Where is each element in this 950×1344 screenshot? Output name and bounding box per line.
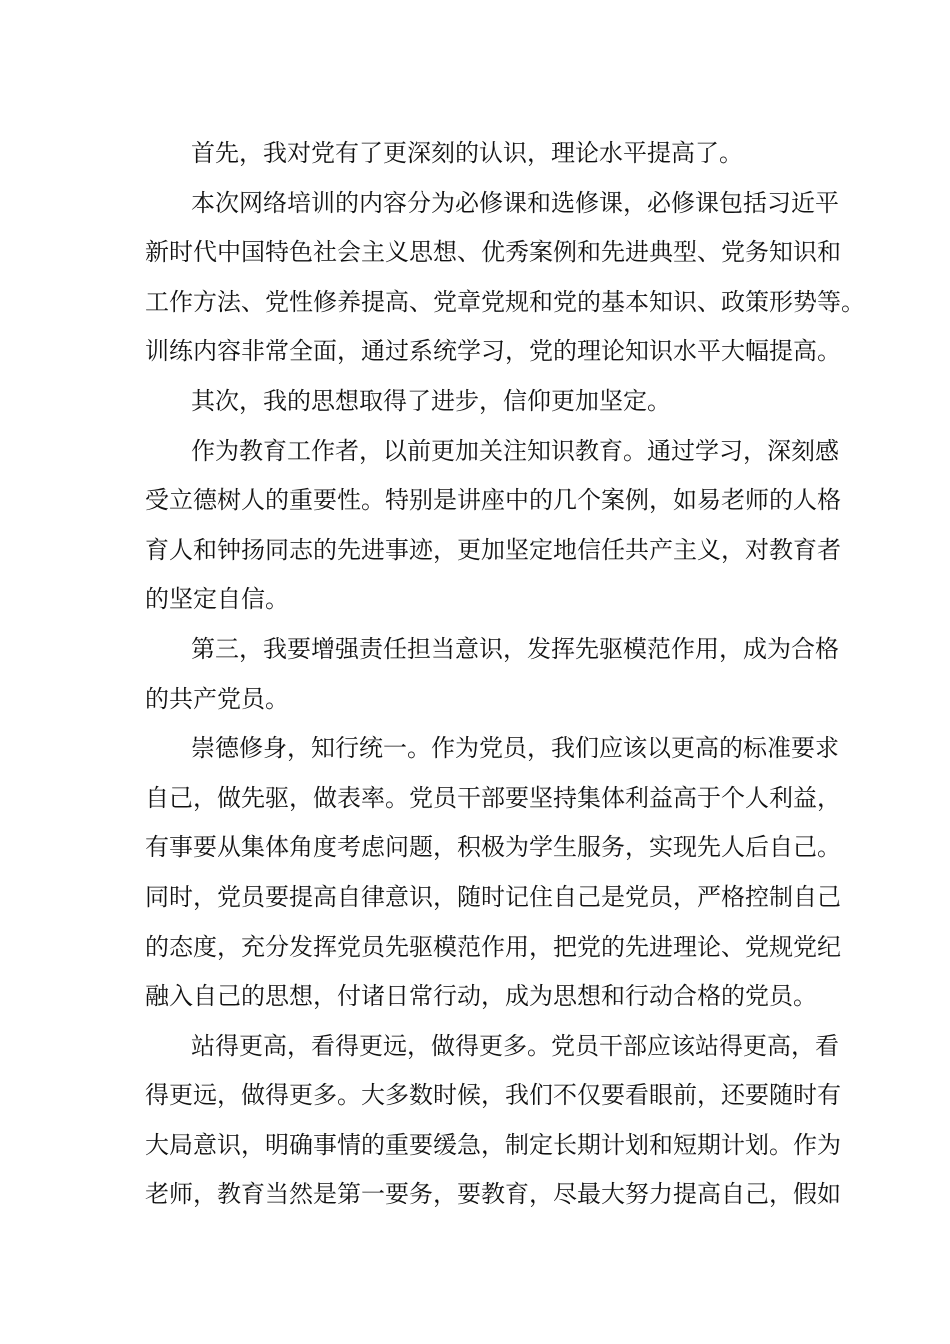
text-line: 本次网络培训的内容分为必修课和选修课，必修课包括习近平 [191, 188, 839, 217]
text-line: 训练内容非常全面，通过系统学习，党的理论知识水平大幅提高。 [145, 337, 841, 366]
text-line: 大局意识，明确事情的重要缓急，制定长期计划和短期计划。作为 [145, 1130, 841, 1159]
text-line: 的坚定自信。 [145, 585, 289, 614]
text-line: 崇德修身，知行统一。作为党员，我们应该以更高的标准要求 [191, 734, 839, 763]
text-line: 第三，我要增强责任担当意识，发挥先驱模范作用，成为合格 [191, 634, 839, 663]
text-line: 的态度，充分发挥党员先驱模范作用，把党的先进理论、党规党纪 [145, 932, 841, 961]
text-line: 老师，教育当然是第一要务，要教育，尽最大努力提高自己，假如 [145, 1180, 841, 1209]
text-line: 首先，我对党有了更深刻的认识，理论水平提高了。 [191, 139, 743, 167]
text-line: 作为教育工作者，以前更加关注知识教育。通过学习，深刻感 [191, 436, 839, 465]
text-line: 育人和钟扬同志的先进事迹，更加坚定地信任共产主义，对教育者 [145, 535, 841, 564]
text-line: 受立德树人的重要性。特别是讲座中的几个案例，如易老师的人格 [145, 486, 841, 515]
text-line: 自己，做先驱，做表率。党员干部要坚持集体利益高于个人利益， [145, 783, 841, 812]
text-line: 得更远，做得更多。大多数时候，我们不仅要看眼前，还要随时有 [145, 1081, 841, 1110]
text-line: 同时，党员要提高自律意识，随时记住自己是党员，严格控制自己 [145, 882, 841, 911]
text-line: 新时代中国特色社会主义思想、优秀案例和先进典型、党务知识和 [145, 238, 841, 267]
document-body [145, 129, 865, 1220]
text-line: 的共产党员。 [145, 684, 289, 713]
text-line: 有事要从集体角度考虑问题，积极为学生服务，实现先人后自己。 [145, 833, 841, 862]
text-line: 融入自己的思想，付诸日常行动，成为思想和行动合格的党员。 [145, 982, 817, 1011]
text-line: 站得更高，看得更远，做得更多。党员干部应该站得更高，看 [191, 1031, 839, 1060]
text-line: 工作方法、党性修养提高、党章党规和党的基本知识、政策形势等。 [145, 287, 865, 316]
text-line: 其次，我的思想取得了进步，信仰更加坚定。 [191, 386, 671, 415]
